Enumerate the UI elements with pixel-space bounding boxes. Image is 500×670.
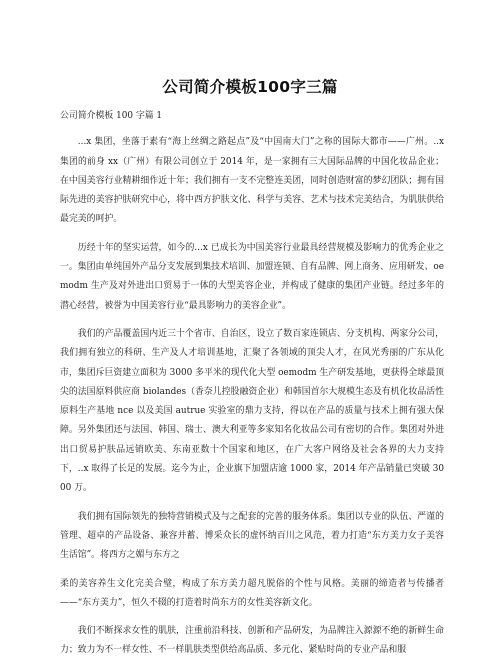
document-body: [60, 107, 444, 670]
paragraph: 我们不断探求女性的肌肤，注重前沿科技、创新和产品研发，为品牌注入源源不绝的新鲜生命力；致力为不一样女性、不一样肌肤类型供给高品质、多元化、紧贴时尚的专业产品和服: [60, 626, 444, 656]
paragraph: 柔的美容养生文化完美合璧，构成了东方美力超凡脱俗的个性与风格。美丽的缔造者与传播者——“东方美力”，恒久不辍的打造着时尚东方的女性美容新文化。: [60, 578, 444, 608]
paragraph: 我们拥有国际领先的独特营销模式及与之配套的完善的服务体系。集团以专业的队伍、严谨的管理、超卓的产品设备、兼容并蓄、博采众长的虚怀纳百川之风范，着力打造“东方美力女子美容生活馆”。将西方之媚与东方之: [60, 511, 444, 561]
document-title: 公司简介模板100字三篇: [162, 78, 338, 96]
paragraph: 我们的产品覆盖国内近三十个省市、自治区，设立了数百家连锁店、分支机构、两家分公司，我们拥有独立的科研、生产及人才培训基地，汇聚了各领域的顶尖人才，在风光秀丽的广东从化市，集团斥巨资建立面积为 3000 多平米的现代化大型 oemodm 生产研发基地，更获得全球最顶尖的法国原料供应商 biolandes（香奈儿控股融资企业）和韩国首尔大规模生态及有机化妆品活性原料生产基地 nce 以及美国 autrue 实验室的鼎力支持，得以在产品的质量与技术上拥有强大保障。另外集团还与法国、韩国、瑞士、澳大利亚等多家知名化妆品公司有密切的合作。集团对外进出口贸易护肤品远销欧美、东南亚数十个国家和地区，在广大客户网络及社会各界的大力支持下，..x 取得了长足的发展。迄今为止，企业旗下加盟店逾 1000 家，2014 年产品销量已突破 3000 万。: [60, 328, 444, 494]
paragraph: ...x 集团，坐落于素有“海上丝绸之路起点”及“中国南大门”之称的国际大都市——广州。..x 集团的前身 xx（广州）有限公司创立于 2014 年，是一家拥有三大国际品牌的中国化妆品企业；在中国美容行业精耕细作近十年；我们拥有一支不完整连美团，同时创造财富的梦幻团队；拥有国际先进的美容护肤研究中心，将中西方护肤文化、科学与美容、艺术与技术完美结合，为肌肤供给最完美的呵护。: [60, 137, 444, 225]
paragraph: 历经十年的坚实运营，如今的...x 已成长为中国美容行业最具经营规模及影响力的优秀企业之一。集团由单纯国外产品分支发展到集技术培训、加盟连锁、自有品牌、网上商务、应用研发、oemodm 生产及对外进出口贸易于一体的大型美容企业，并构成了健康的集团产业链。经过多年的潜心经营，被誉为中国美容行业“最具影响力的美容企业”。: [60, 242, 444, 311]
section-heading: 公司简介模板 100 字篇 1: [60, 111, 163, 121]
